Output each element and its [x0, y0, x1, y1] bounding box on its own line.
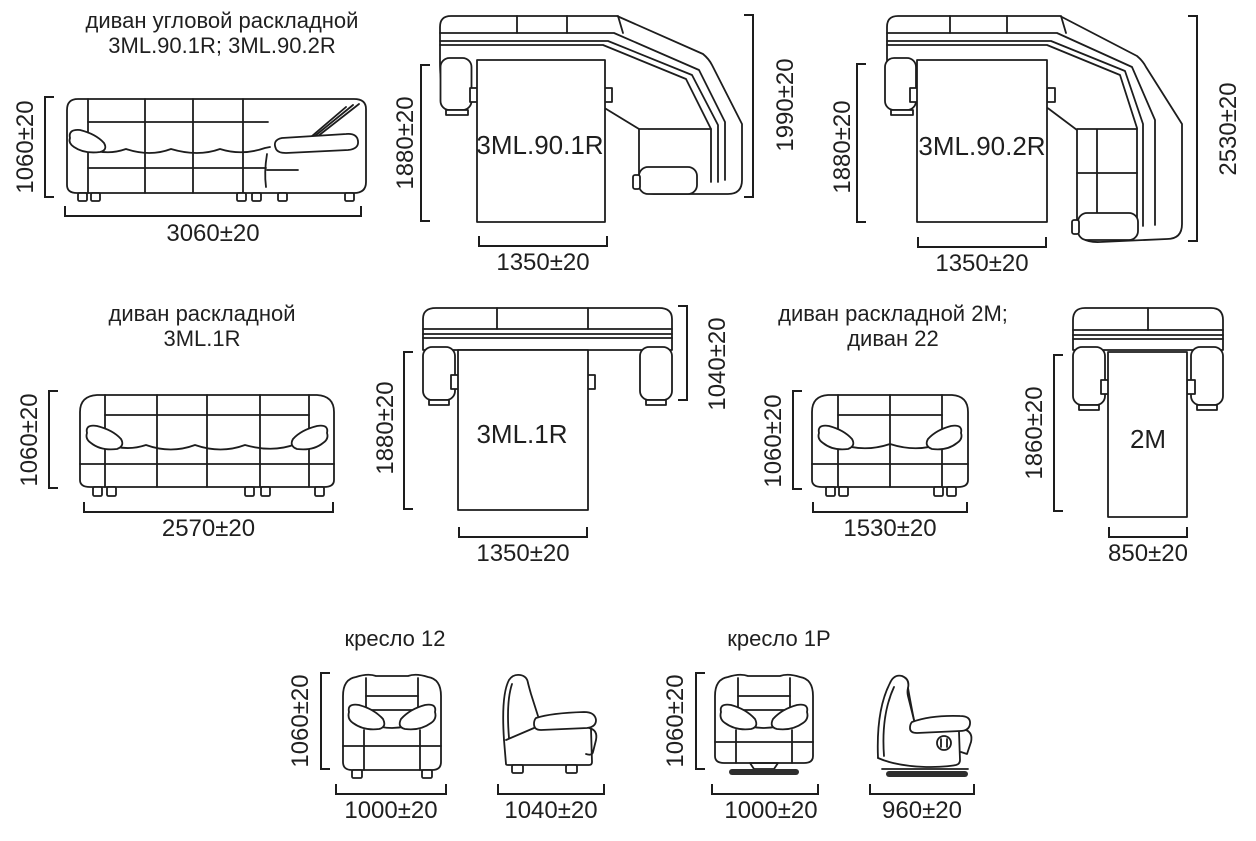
- glider-base-plate: [886, 771, 968, 777]
- sofa-3ml1r-front-drawing: [75, 388, 339, 500]
- bed-depth-dimension-line: [856, 63, 866, 223]
- bed-depth-dimension-line: [420, 64, 430, 222]
- width-dimension-line: [83, 502, 334, 513]
- width-dimension-label: 3060±20: [166, 220, 260, 247]
- height-dimension-line: [792, 390, 802, 490]
- bed-width-dimension-label: 850±20: [1108, 540, 1188, 567]
- plan1-model-label: 3ML.90.1R: [476, 130, 604, 160]
- overall-depth-dimension-label: 2530±20: [1215, 82, 1242, 176]
- bed-depth-dimension-label: 1860±20: [1021, 386, 1048, 480]
- sofa-feet: [826, 487, 956, 496]
- bed-width-dimension-label: 1350±20: [496, 249, 590, 276]
- corner-sofa-front-drawing: [58, 92, 370, 204]
- armchair-feet: [352, 770, 432, 778]
- sofa-3ml1r-plan-drawing: [420, 303, 676, 515]
- recliner-handle: [937, 736, 951, 750]
- height-dimension-label: 1060±20: [12, 100, 39, 194]
- sofa-feet: [93, 487, 324, 496]
- corner-sofa-title: [42, 8, 402, 58]
- width-dimension-label: 2570±20: [161, 515, 256, 542]
- armchair-12-front-drawing: [340, 670, 444, 780]
- overall-depth-dimension-line: [744, 14, 754, 198]
- bed-depth-dimension-label: 1880±20: [372, 381, 399, 475]
- armchair-1r-title: кресло 1Р: [727, 626, 831, 651]
- sofa-feet: [78, 193, 354, 201]
- bed-width-dimension-line: [478, 236, 608, 247]
- armchair-1r-front-drawing: [712, 670, 818, 778]
- sofa-2m-title-line1: диван раскладной 2М;: [778, 301, 1008, 326]
- bed-width-dimension-line: [917, 237, 1047, 248]
- depth-dimension-label: 1040±20: [504, 797, 598, 824]
- height-dimension-line: [320, 672, 330, 770]
- bed-depth-dimension-line: [403, 351, 413, 510]
- height-dimension-label: 1060±20: [662, 674, 689, 768]
- plan-model-label: 3ML.1R: [476, 419, 568, 449]
- height-dimension-label: 1060±20: [287, 674, 314, 768]
- height-dimension-label: 1060±20: [16, 393, 43, 487]
- bed-width-dimension-line: [1108, 527, 1188, 538]
- armchair-1r-side-drawing: [866, 670, 980, 780]
- bed-depth-dimension-line: [1053, 354, 1063, 512]
- width-dimension-line: [711, 784, 819, 795]
- depth-dimension-line: [869, 784, 975, 795]
- overall-depth-dimension-line: [1188, 15, 1198, 242]
- depth-dimension-label: 960±20: [882, 797, 962, 824]
- sofa-3ml1r-title-line2: 3ML.1R: [163, 326, 241, 351]
- seat-depth-dimension-line: [678, 305, 688, 401]
- corner-sofa-title-line1: диван угловой раскладной: [85, 8, 359, 33]
- sofa-2m-title: [743, 301, 1043, 351]
- bed-width-dimension-line: [458, 527, 588, 538]
- width-dimension-label: 1530±20: [843, 515, 937, 542]
- sofa-2m-plan-drawing: [1070, 305, 1226, 520]
- height-dimension-line: [695, 672, 705, 770]
- sofa-2m-title-line2: диван 22: [847, 326, 939, 351]
- depth-dimension-line: [497, 784, 605, 795]
- armchair-12-title: кресло 12: [344, 626, 446, 651]
- swivel-base-plate: [729, 769, 799, 775]
- sofa-2m-front-drawing: [808, 388, 972, 500]
- height-dimension-line: [48, 390, 58, 489]
- corner-sofa-title-line2: 3ML.90.1R; 3ML.90.2R: [108, 33, 336, 58]
- sofa-3ml1r-title: [52, 301, 352, 351]
- bed-width-dimension-label: 1350±20: [476, 540, 570, 567]
- width-dimension-label: 1000±20: [344, 797, 438, 824]
- width-dimension-line: [64, 206, 362, 217]
- height-dimension-label: 1060±20: [760, 394, 787, 488]
- sofa-3ml1r-title-line1: диван раскладной: [108, 301, 296, 326]
- bed-depth-dimension-label: 1880±20: [392, 96, 419, 190]
- plan2-model-label: 3ML.90.2R: [918, 131, 1046, 161]
- width-dimension-label: 1000±20: [724, 797, 818, 824]
- armchair-feet: [512, 765, 577, 773]
- width-dimension-line: [335, 784, 447, 795]
- width-dimension-line: [812, 502, 968, 513]
- bed-width-dimension-label: 1350±20: [935, 250, 1029, 277]
- plan-model-label: 2M: [1129, 424, 1167, 454]
- height-dimension-line: [44, 96, 54, 198]
- bed-depth-dimension-label: 1880±20: [829, 100, 856, 194]
- seat-depth-dimension-label: 1040±20: [704, 317, 731, 411]
- overall-depth-dimension-label: 1990±20: [772, 58, 799, 152]
- armchair-12-side-drawing: [496, 670, 606, 780]
